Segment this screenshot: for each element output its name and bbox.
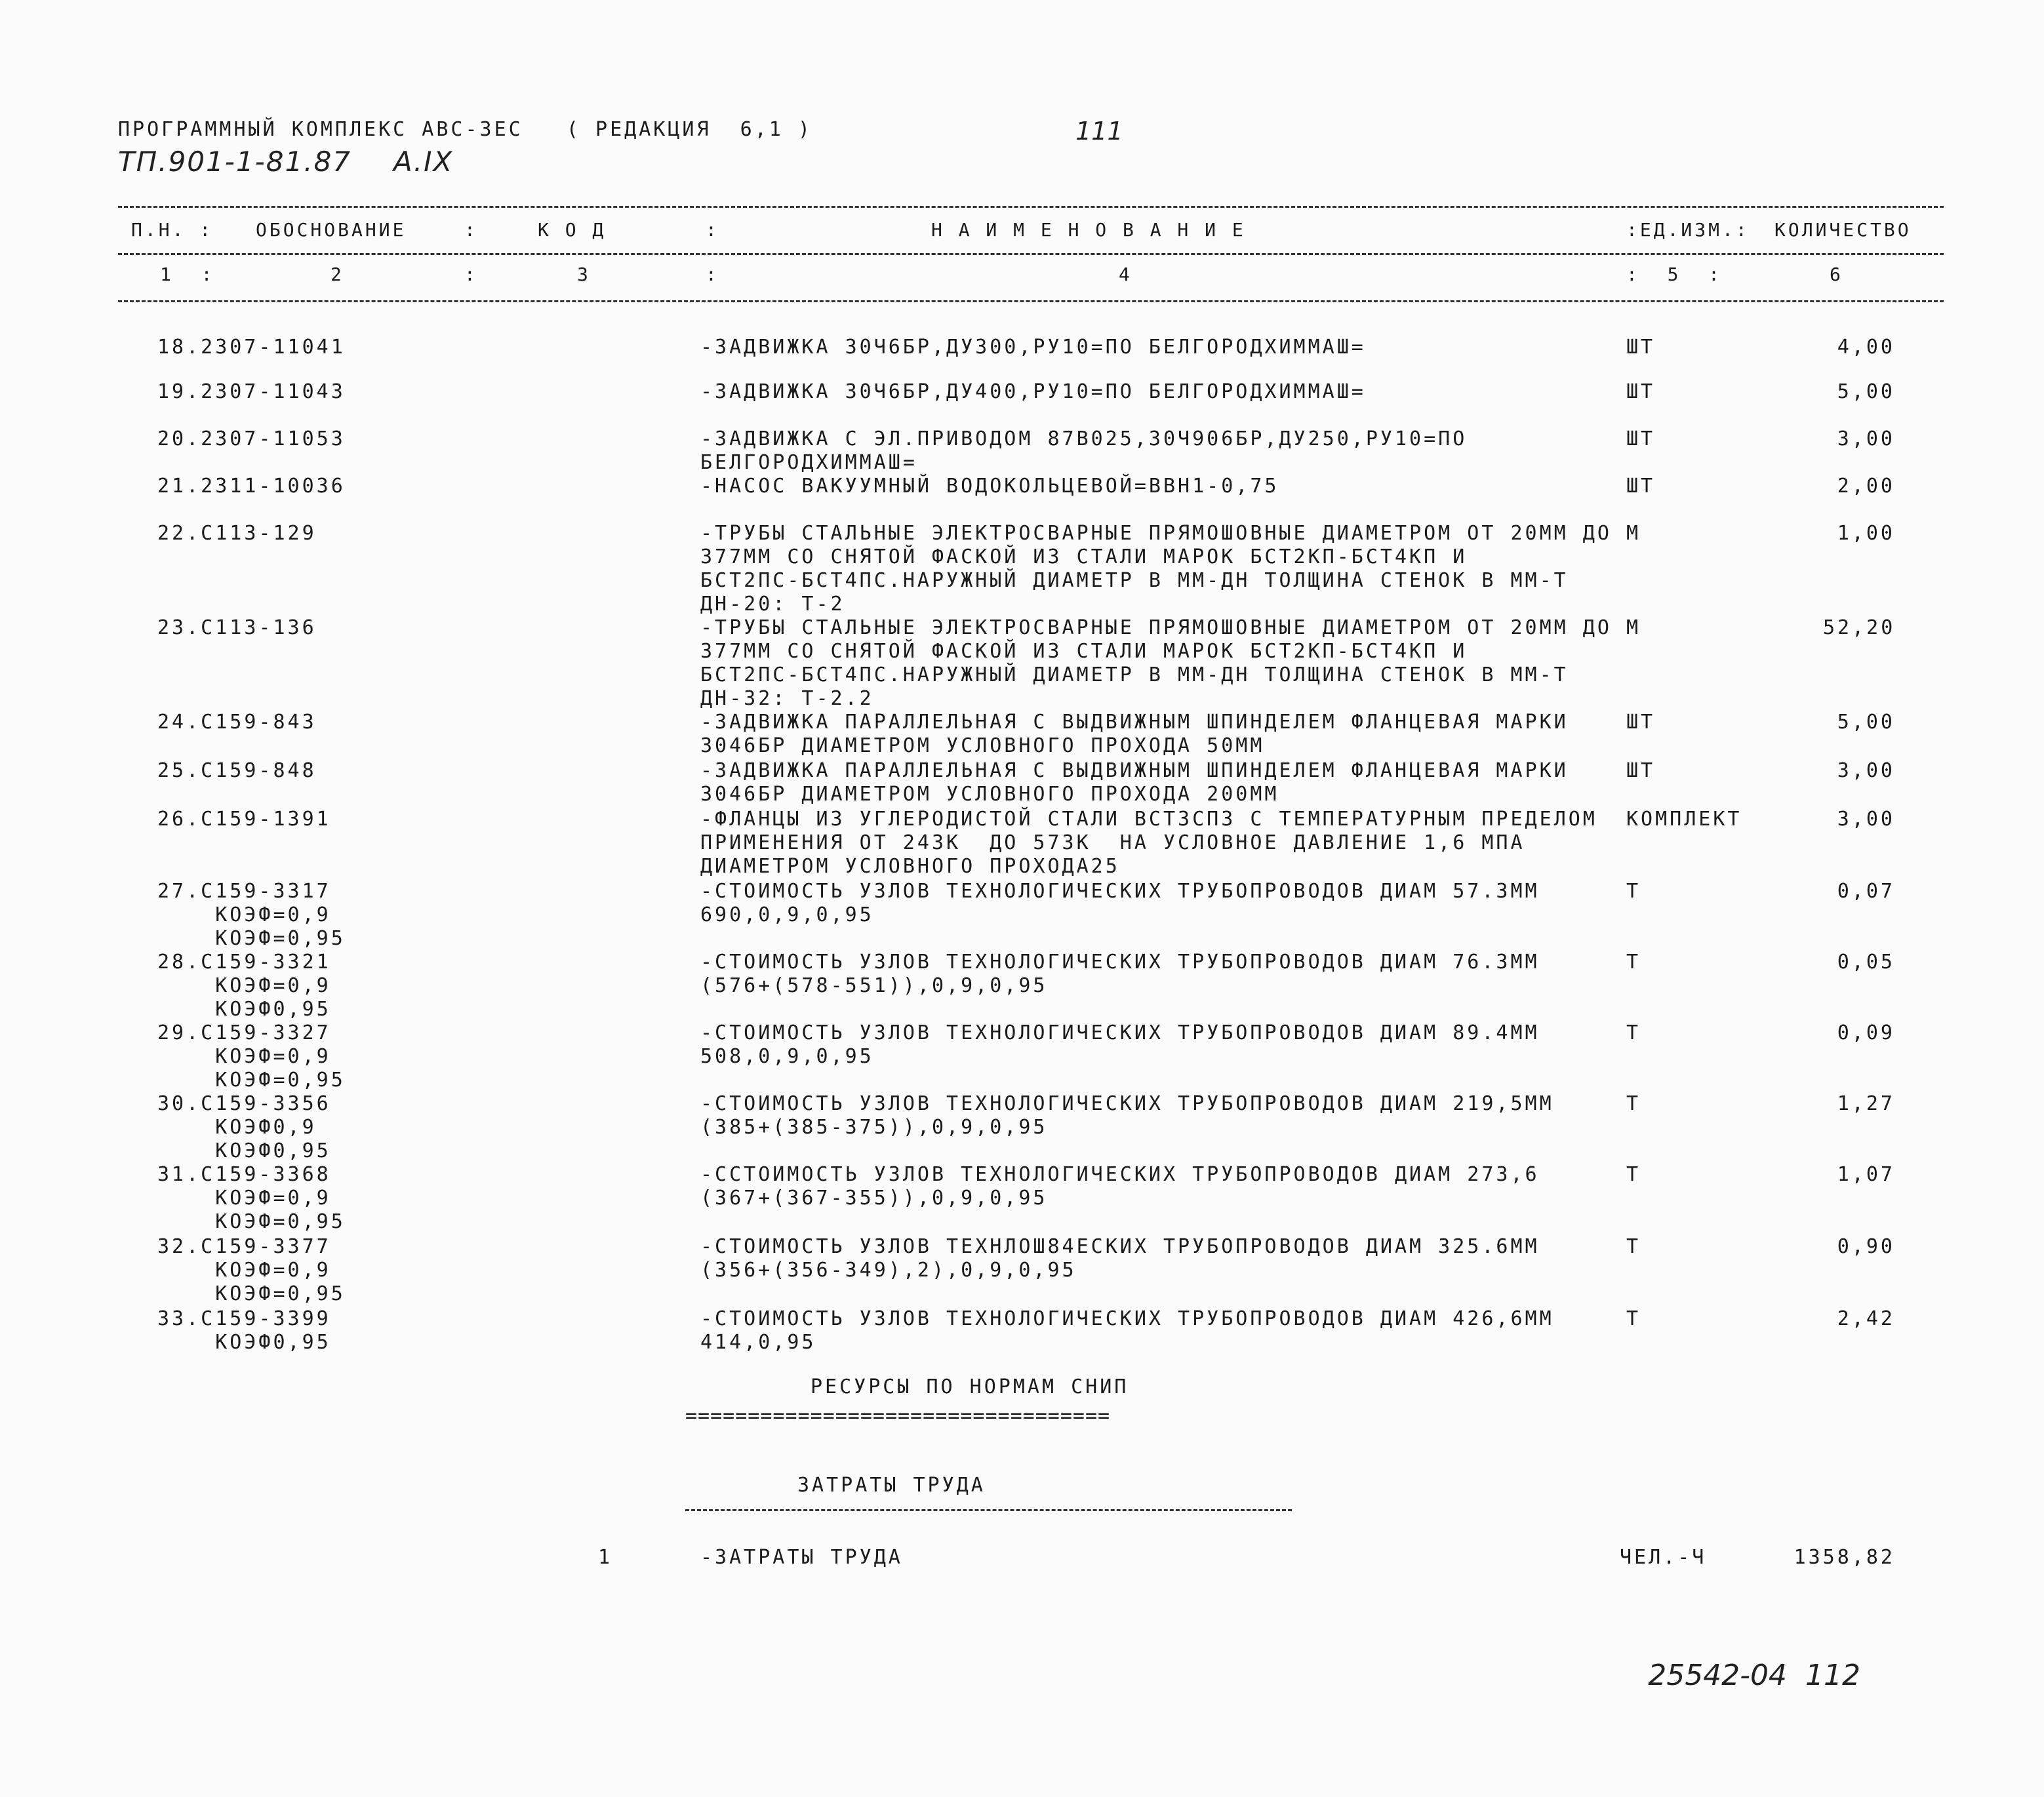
table-top-rule: [118, 206, 1944, 208]
row-description: -ЗАДВИЖКА ПАРАЛЛЕЛЬНАЯ С ВЫДВИЖНЫМ ШПИНДЕЛЕМ ФЛАНЦЕВАЯ МАРКИ 3046БР ДИАМЕТРОМ УСЛОВНОГО ПРОХОДА 50ММ: [700, 711, 1569, 757]
row-code: 29.С159-3327: [157, 1021, 331, 1044]
row-quantity: 0,90: [1837, 1235, 1895, 1258]
labor-row-unit: ЧЕЛ.-Ч: [1620, 1546, 1707, 1569]
row-quantity: 2,42: [1837, 1307, 1895, 1330]
row-quantity: 2,00: [1837, 475, 1895, 498]
row-quantity: 5,00: [1837, 380, 1895, 403]
col-number: 4: [1119, 264, 1132, 285]
labor-row-number: 1: [598, 1546, 613, 1569]
row-unit: ШТ: [1626, 336, 1656, 359]
row-coefficients: КОЭФ=0,9 КОЭФ=0,95: [215, 903, 346, 950]
col-header-basis: ОБОСНОВАНИЕ: [256, 219, 407, 241]
labor-heading: ЗАТРАТЫ ТРУДА: [797, 1474, 986, 1497]
row-unit: М: [1626, 616, 1641, 639]
row-unit: М: [1626, 522, 1641, 545]
row-description: -СТОИМОСТЬ УЗЛОВ ТЕХНОЛОГИЧЕСКИХ ТРУБОПРОВОДОВ ДИАМ 89.4ММ 508,0,9,0,95: [700, 1021, 1540, 1068]
row-coefficients: КОЭФ=0,9 КОЭФ=0,95: [215, 1259, 346, 1305]
row-unit: Т: [1626, 951, 1641, 974]
row-quantity: 1,27: [1837, 1092, 1895, 1115]
col-number: :: [464, 264, 478, 285]
handwritten-archive-number: 25542-04 112: [1648, 1659, 1860, 1692]
row-code: 27.С159-3317: [157, 880, 331, 903]
col-header-unit: :ЕД.ИЗМ.:: [1626, 219, 1750, 241]
row-description: -ЗАДВИЖКА 30Ч6БР,ДУ400,РУ10=ПО БЕЛГОРОДХИММАШ=: [700, 380, 1366, 403]
row-description: -СТОИМОСТЬ УЗЛОВ ТЕХНЛОШ84ЕСКИХ ТРУБОПРОВОДОВ ДИАМ 325.6ММ (356+(356-349),2),0,9,0,95: [700, 1235, 1540, 1282]
col-header-qty: КОЛИЧЕСТВО: [1774, 219, 1912, 241]
row-quantity: 3,00: [1837, 808, 1895, 831]
labor-heading-underline: [685, 1509, 1292, 1511]
row-description: -ЗАДВИЖКА 30Ч6БР,ДУ300,РУ10=ПО БЕЛГОРОДХИММАШ=: [700, 336, 1366, 359]
col-header-sep: :: [464, 219, 478, 241]
row-description: -ЗАДВИЖКА С ЭЛ.ПРИВОДОМ 87В025,30Ч906БР,ДУ250,РУ10=ПО БЕЛГОРОДХИММАШ=: [700, 427, 1468, 474]
row-unit: ШТ: [1626, 427, 1656, 450]
row-quantity: 3,00: [1837, 427, 1895, 450]
col-number: 6: [1830, 264, 1843, 285]
row-quantity: 3,00: [1837, 759, 1895, 782]
row-coefficients: КОЭФ=0,9 КОЭФ=0,95: [215, 1045, 346, 1092]
row-unit: Т: [1626, 1235, 1641, 1258]
col-number: : 5 :: [1626, 264, 1723, 285]
row-code: 28.С159-3321: [157, 951, 331, 974]
row-code: 25.С159-848: [157, 759, 317, 782]
row-code: 22.С113-129: [157, 522, 317, 545]
col-number: 2: [331, 264, 344, 285]
col-header-code: К О Д: [538, 219, 607, 241]
row-coefficients: КОЭФ=0,9 КОЭФ0,95: [215, 974, 331, 1021]
col-header-name: Н А И М Е Н О В А Н И Е: [931, 219, 1246, 241]
row-description: -ТРУБЫ СТАЛЬНЫЕ ЭЛЕКТРОСВАРНЫЕ ПРЯМОШОВНЫЕ ДИАМЕТРОМ ОТ 20ММ ДО 377ММ СО СНЯТОЙ ФАСКОЙ ИЗ СТАЛИ МАРОК БСТ2КП-БСТ4КП И БСТ2ПС-БСТ4ПС.НАРУЖНЫЙ ДИАМЕТР В ММ-ДН ТОЛЩИНА СТЕНОК В ММ-Т ДН-32: Т-2.2: [700, 616, 1612, 710]
album-number: А.IX: [393, 146, 454, 178]
col-number: 1 :: [160, 264, 215, 285]
row-quantity: 0,09: [1837, 1021, 1895, 1044]
table-header-rule: [118, 253, 1944, 255]
row-code: 32.С159-3377: [157, 1235, 331, 1258]
row-description: -ТРУБЫ СТАЛЬНЫЕ ЭЛЕКТРОСВАРНЫЕ ПРЯМОШОВНЫЕ ДИАМЕТРОМ ОТ 20ММ ДО 377ММ СО СНЯТОЙ ФАСКОЙ ИЗ СТАЛИ МАРОК БСТ2КП-БСТ4КП И БСТ2ПС-БСТ4ПС.НАРУЖНЫЙ ДИАМЕТР В ММ-ДН ТОЛЩИНА СТЕНОК В ММ-Т ДН-20: Т-2: [700, 522, 1612, 616]
row-unit: Т: [1626, 1021, 1641, 1044]
row-description: -СТОИМОСТЬ УЗЛОВ ТЕХНОЛОГИЧЕСКИХ ТРУБОПРОВОДОВ ДИАМ 426,6ММ 414,0,95: [700, 1307, 1554, 1354]
col-header-pn: П.Н. :: [131, 219, 214, 241]
row-unit: ШТ: [1626, 380, 1656, 403]
row-code: 33.С159-3399: [157, 1307, 331, 1330]
row-coefficients: КОЭФ0,9 КОЭФ0,95: [215, 1116, 331, 1162]
project-code: ТП.901-1-81.87: [118, 146, 352, 178]
row-description: -НАСОС ВАКУУМНЫЙ ВОДОКОЛЬЦЕВОЙ=ВВН1-0,75: [700, 475, 1279, 498]
labor-row-quantity: 1358,82: [1794, 1546, 1895, 1569]
row-description: -ФЛАНЦЫ ИЗ УГЛЕРОДИСТОЙ СТАЛИ ВСТ3СП3 С ТЕМПЕРАТУРНЫМ ПРЕДЕЛОМ ПРИМЕНЕНИЯ ОТ 243К ДО 573К НА УСЛОВНОЕ ДАВЛЕНИЕ 1,6 МПА ДИАМЕТРОМ УСЛОВНОГО ПРОХОДА25: [700, 808, 1597, 878]
row-quantity: 0,05: [1837, 951, 1895, 974]
col-header-sep: :: [706, 219, 719, 241]
program-line: ПРОГРАММНЫЙ КОМПЛЕКС АВС-3ЕС ( РЕДАКЦИЯ 6,1 ): [118, 118, 812, 141]
row-unit: ШТ: [1626, 759, 1656, 782]
row-quantity: 1,07: [1837, 1163, 1895, 1186]
row-description: -СТОИМОСТЬ УЗЛОВ ТЕХНОЛОГИЧЕСКИХ ТРУБОПРОВОДОВ ДИАМ 57.3ММ 690,0,9,0,95: [700, 880, 1540, 926]
row-unit: Т: [1626, 1092, 1641, 1115]
row-quantity: 1,00: [1837, 522, 1895, 545]
row-quantity: 0,07: [1837, 880, 1895, 903]
row-quantity: 5,00: [1837, 711, 1895, 734]
row-unit: ШТ: [1626, 711, 1656, 734]
row-unit: Т: [1626, 1307, 1641, 1330]
row-description: -ССТОИМОСТЬ УЗЛОВ ТЕХНОЛОГИЧЕСКИХ ТРУБОПРОВОДОВ ДИАМ 273,6 (367+(367-355)),0,9,0,95: [700, 1163, 1540, 1210]
row-code: 24.С159-843: [157, 711, 317, 734]
row-code: 18.2307-11041: [157, 336, 346, 359]
row-code: 31.С159-3368: [157, 1163, 331, 1186]
row-quantity: 52,20: [1823, 616, 1896, 639]
row-code: 21.2311-10036: [157, 475, 346, 498]
col-number: :: [706, 264, 719, 285]
row-code: 30.С159-3356: [157, 1092, 331, 1115]
row-code: 23.С113-136: [157, 616, 317, 639]
page-number: 111: [1075, 117, 1123, 146]
labor-row-description: -ЗАТРАТЫ ТРУДА: [700, 1546, 903, 1569]
row-description: -ЗАДВИЖКА ПАРАЛЛЕЛЬНАЯ С ВЫДВИЖНЫМ ШПИНДЕЛЕМ ФЛАНЦЕВАЯ МАРКИ 3046БР ДИАМЕТРОМ УСЛОВНОГО ПРОХОДА 200ММ: [700, 759, 1569, 806]
col-number: 3: [577, 264, 591, 285]
resources-underline: ==================================: [685, 1404, 1111, 1427]
row-unit: Т: [1626, 880, 1641, 903]
row-coefficients: КОЭФ=0,9 КОЭФ=0,95: [215, 1187, 346, 1233]
row-code: 26.С159-1391: [157, 808, 331, 831]
row-description: -СТОИМОСТЬ УЗЛОВ ТЕХНОЛОГИЧЕСКИХ ТРУБОПРОВОДОВ ДИАМ 219,5ММ (385+(385-375)),0,9,0,95: [700, 1092, 1554, 1139]
row-coefficients: КОЭФ0,95: [157, 1331, 331, 1354]
row-code: 19.2307-11043: [157, 380, 346, 403]
resources-heading: РЕСУРСЫ ПО НОРМАМ СНИП: [811, 1375, 1129, 1398]
row-code: 20.2307-11053: [157, 427, 346, 450]
row-unit: ШТ: [1626, 475, 1656, 498]
row-unit: КОМПЛЕКТ: [1626, 808, 1742, 831]
table-body-rule: [118, 300, 1944, 302]
row-description: -СТОИМОСТЬ УЗЛОВ ТЕХНОЛОГИЧЕСКИХ ТРУБОПРОВОДОВ ДИАМ 76.3ММ (576+(578-551)),0,9,0,95: [700, 951, 1540, 997]
row-unit: Т: [1626, 1163, 1641, 1186]
row-quantity: 4,00: [1837, 336, 1895, 359]
